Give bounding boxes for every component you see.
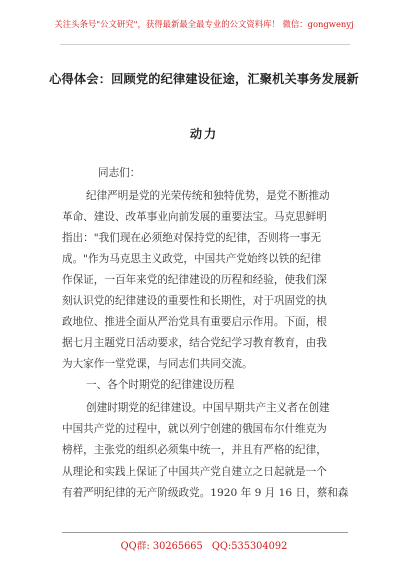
footer-divider xyxy=(62,532,348,533)
paragraph-line: 纪律严明是党的光荣传统和独特优势，是党不断推动 xyxy=(86,190,330,202)
paragraph-line: 榜样，主张党的组织必须集中统一，并且有严格的纪律， xyxy=(62,444,327,456)
footer-contact xyxy=(0,538,408,552)
paragraph-line: 创建时期党的纪律建设。中国早期共产主义者在创建 xyxy=(86,402,330,414)
paragraph-line: 中国共产党的过程中，就以列宁创建的俄国布尔什维克为 xyxy=(62,423,327,435)
document-title-continued: 动力 xyxy=(189,127,219,141)
section-heading: 一、各个时期党的纪律建设历程 xyxy=(86,379,235,391)
paragraph-line: 有着严明纪律的无产阶级政党。1920 年 9 月 16 日，蔡和森 xyxy=(62,487,349,499)
paragraph-line: 为大家作一堂党课，与同志们共同交流。 xyxy=(62,358,253,370)
document-title: 心得体会：回顾党的纪律建设征途，汇聚机关事务发展新 xyxy=(49,72,359,86)
header-divider xyxy=(60,44,350,45)
paragraph-line: 成。"作为马克思主义政党，中国共产党始终以铁的纪律 xyxy=(62,253,322,265)
paragraph-line: 刻认识党的纪律建设的重要性和长期性，对于巩固党的执 xyxy=(62,295,327,307)
paragraph-line: 据七月主题党日活动要求，结合党纪学习教育教育，由我 xyxy=(62,337,327,349)
paragraph-line: 革命、建设、改革事业向前发展的重要法宝。马克思鲜明 xyxy=(62,211,327,223)
footer-qq-group: QQ群: 30265665 xyxy=(120,541,203,552)
paragraph-line: 政地位、推进全面从严治党具有重要启示作用。下面，根 xyxy=(62,316,327,328)
header-banner: 关注头条号"公文研究"，获得最新最全最专业的公文资料库！ 微信：gongwenyj xyxy=(54,19,354,29)
paragraph-line: 指出："我们现在必须绝对保持党的纪律，否则将一事无 xyxy=(62,232,322,244)
paragraph-line: 作保证，一百年来党的纪律建设的历程和经验，使我们深 xyxy=(62,274,327,286)
footer-qq: QQ:535304092 xyxy=(211,541,288,552)
salutation: 同志们： xyxy=(98,167,141,179)
paragraph-line: 从理论和实践上保证了中国共产党自建立之日起就是一个 xyxy=(62,466,327,478)
